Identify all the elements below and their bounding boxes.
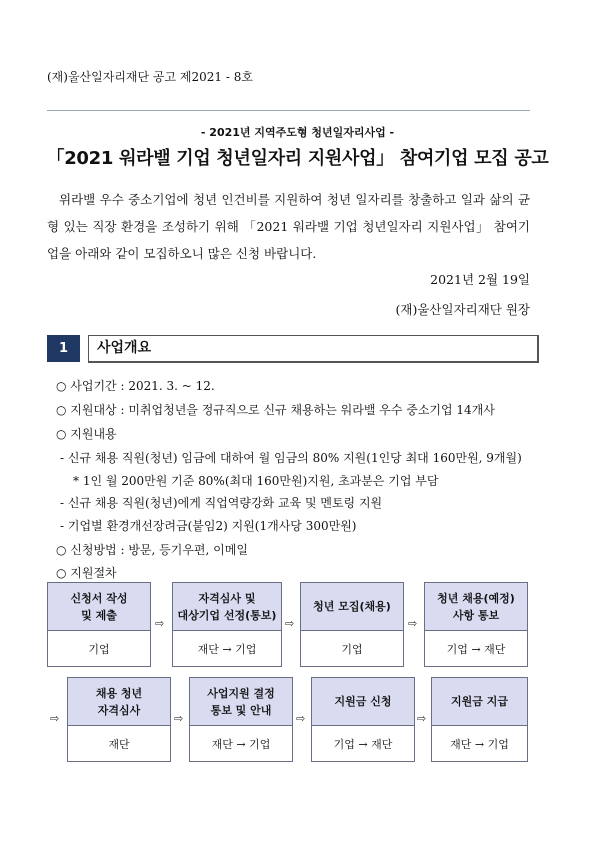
flow-step-label: 청년 모집(채용) — [301, 583, 403, 631]
notice-date: 2021년 2월 19일 — [430, 272, 530, 287]
header-divider — [47, 110, 530, 111]
flow-arrow-icon: ⇨ — [50, 712, 60, 725]
detail-procedure-heading: ○ 지원절차 — [56, 566, 117, 580]
section-title: 사업개요 — [88, 335, 539, 363]
flow-step-label: 자격심사 및 대상기업 선정(통보) — [173, 583, 281, 631]
flow-step-7 — [311, 677, 415, 762]
flow-arrow-icon: ⇨ — [296, 712, 306, 725]
flow-step-5 — [67, 677, 171, 762]
flow-step-1 — [47, 582, 151, 667]
flow-step-3 — [300, 582, 404, 667]
flow-step-actor: 기업 — [88, 642, 110, 656]
detail-application-method: ○ 신청방법 : 방문, 등기우편, 이메일 — [56, 543, 248, 557]
detail-content-wage: - 신규 채용 직원(청년) 임금에 대하여 월 임금의 80% 지원(1인당 최대 160만원, 9개월) — [60, 451, 522, 465]
flow-step-label: 신청서 작성 및 제출 — [48, 583, 150, 631]
detail-content-heading: ○ 지원내용 — [56, 427, 117, 441]
flow-step-label: 청년 채용(예정) 사항 통보 — [425, 583, 527, 631]
document-subtitle: - 2021년 지역주도형 청년일자리사업 - — [200, 126, 395, 139]
issuer: (재)울산일자리재단 원장 — [395, 302, 530, 317]
flow-arrow-icon: ⇨ — [285, 617, 295, 630]
flow-step-actor: 재단 → 기업 — [197, 642, 257, 656]
section-number: 1 — [47, 335, 80, 362]
flow-step-actor: 기업 → 재단 — [446, 642, 506, 656]
flow-arrow-icon: ⇨ — [417, 712, 427, 725]
flow-step-label: 사업지원 결정 통보 및 안내 — [190, 678, 292, 726]
flow-step-6 — [189, 677, 293, 762]
flow-step-2 — [172, 582, 282, 667]
intro-paragraph: 위라밸 우수 중소기업에 청년 인건비를 지원하여 청년 일자리를 창출하고 일과 삶의 균형 있는 직장 환경을 조성하기 위해 「2021 워라밸 기업 청년일자리 지원사업」 참여기업을 아래와 같이 모집하오니 많은 신청 바랍니다. — [47, 192, 530, 261]
detail-content-training: - 신규 채용 직원(청년)에게 직업역량강화 교육 및 멘토링 지원 — [60, 496, 383, 510]
flow-step-actor: 재단 → 기업 — [450, 737, 509, 751]
flow-step-label: 채용 청년 자격심사 — [68, 678, 170, 726]
flow-step-8 — [431, 677, 528, 762]
flow-step-actor: 기업 — [341, 642, 363, 656]
flow-step-actor: 재단 → 기업 — [211, 737, 271, 751]
flow-arrow-icon: ⇨ — [155, 617, 165, 630]
flow-step-4 — [424, 582, 528, 667]
flow-step-label: 지원금 신청 — [312, 678, 414, 726]
flow-step-actor: 재단 — [108, 737, 130, 751]
detail-content-incentive: - 기업별 환경개선장려금(붙임2) 지원(1개사당 300만원) — [60, 519, 357, 533]
flow-arrow-icon: ⇨ — [408, 617, 418, 630]
flow-arrow-icon: ⇨ — [174, 712, 184, 725]
flow-step-label: 지원금 지급 — [432, 678, 527, 726]
detail-target: ○ 지원대상 : 미취업청년을 정규직으로 신규 채용하는 워라밸 우수 중소기업 14개사 — [56, 403, 495, 417]
detail-period: ○ 사업기간 : 2021. 3. ~ 12. — [56, 379, 215, 393]
detail-content-note: * 1인 월 200만원 기준 80%(최대 160만원)지원, 초과분은 기업 부담 — [73, 474, 439, 488]
document-title: 「2021 워라밸 기업 청년일자리 지원사업」 참여기업 모집 공고 — [46, 148, 549, 169]
notice-number: (재)울산일자리재단 공고 제2021 - 8호 — [47, 70, 253, 84]
flow-step-actor: 기업 → 재단 — [333, 737, 393, 751]
